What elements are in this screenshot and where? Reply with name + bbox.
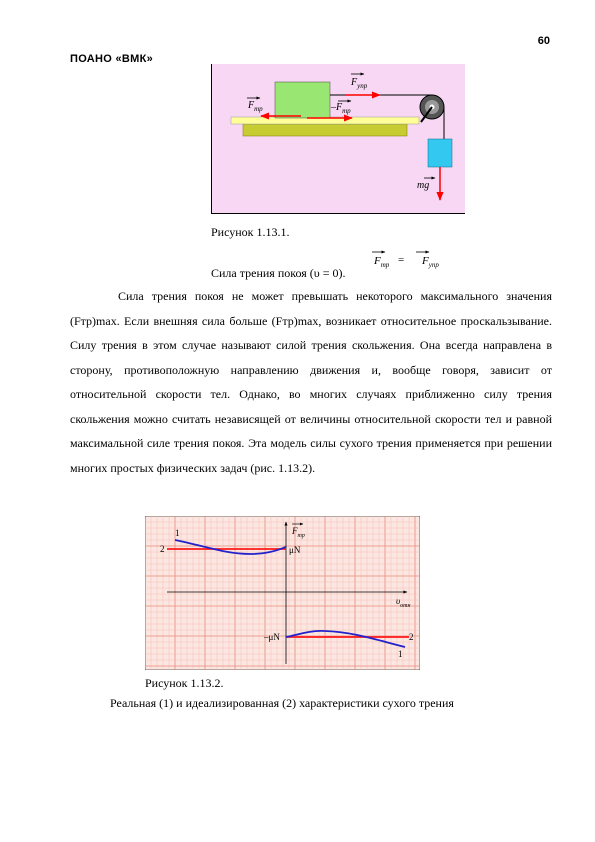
- x-axis-label: $\upsilon_{отн}$: [396, 596, 411, 609]
- svg-text:Fупр: $F_{упр}$: [422, 255, 439, 269]
- svg-text:=: =: [398, 254, 405, 266]
- curve-2-label-left: 2: [160, 544, 165, 554]
- label-minus-mu-n: –μN: [264, 632, 280, 642]
- hanging-weight: [428, 139, 452, 167]
- label-f-upr: $F_{упр}$: [351, 77, 368, 90]
- figure-2-description: Реальная (1) и идеализированная (2) характеристики сухого трения: [110, 696, 454, 710]
- page-number: 60: [537, 35, 550, 47]
- figure-1-caption-static-friction: Сила трения покоя (υ = 0).: [211, 266, 346, 280]
- svg-text:Fтр: $F_{тр}$: [374, 255, 390, 269]
- label-mu-n: μN: [289, 545, 301, 555]
- curve-1-label-left: 1: [175, 528, 180, 538]
- label-f-tr: $F_{тр}$: [248, 100, 263, 113]
- label-minus-f-tr: $-F_{тр}$: [331, 102, 351, 115]
- curve-2-label-right: 2: [409, 632, 414, 642]
- figure-2-caption: Рисунок 1.13.2.: [145, 676, 224, 690]
- figure-1-13-2-friction-graph: [145, 516, 420, 670]
- header-organization: ПОАНО «ВМК»: [70, 53, 154, 65]
- curve-1-label-right: 1: [398, 649, 403, 659]
- block: [275, 82, 330, 118]
- formula-f-tr-equals-f-upr: [366, 245, 466, 273]
- paragraph-kinetic-friction: Сила трения покоя не может превышать некоторого максимального значения (Fтр)max. Если внешняя сила больше (Fтр)max, возникает относительное проскальзывание. Силу трения в этом случае называют силой трения скольжения. Она всегда направлена в сторону, противоположную направлению движения и, вообще говоря, зависит от относительной скорости тел. Однако, во многих случаях приближенно силу трения скольжения можно считать независящей от величины относительной скорости тел и равной максимальной силе трения покоя. Эта модель силы сухого трения применяется при решении многих простых физических задач (рис. 1.13.2).: [70, 289, 552, 475]
- figure-1-caption: Рисунок 1.13.1.: [211, 225, 290, 239]
- label-mg: mg: [417, 180, 430, 191]
- graph-background: [145, 516, 420, 670]
- table-base: [243, 124, 407, 136]
- y-axis-label: $F_{тр}$: [292, 526, 305, 539]
- figure-1-13-1: [211, 64, 465, 214]
- figure1-background: [211, 64, 465, 214]
